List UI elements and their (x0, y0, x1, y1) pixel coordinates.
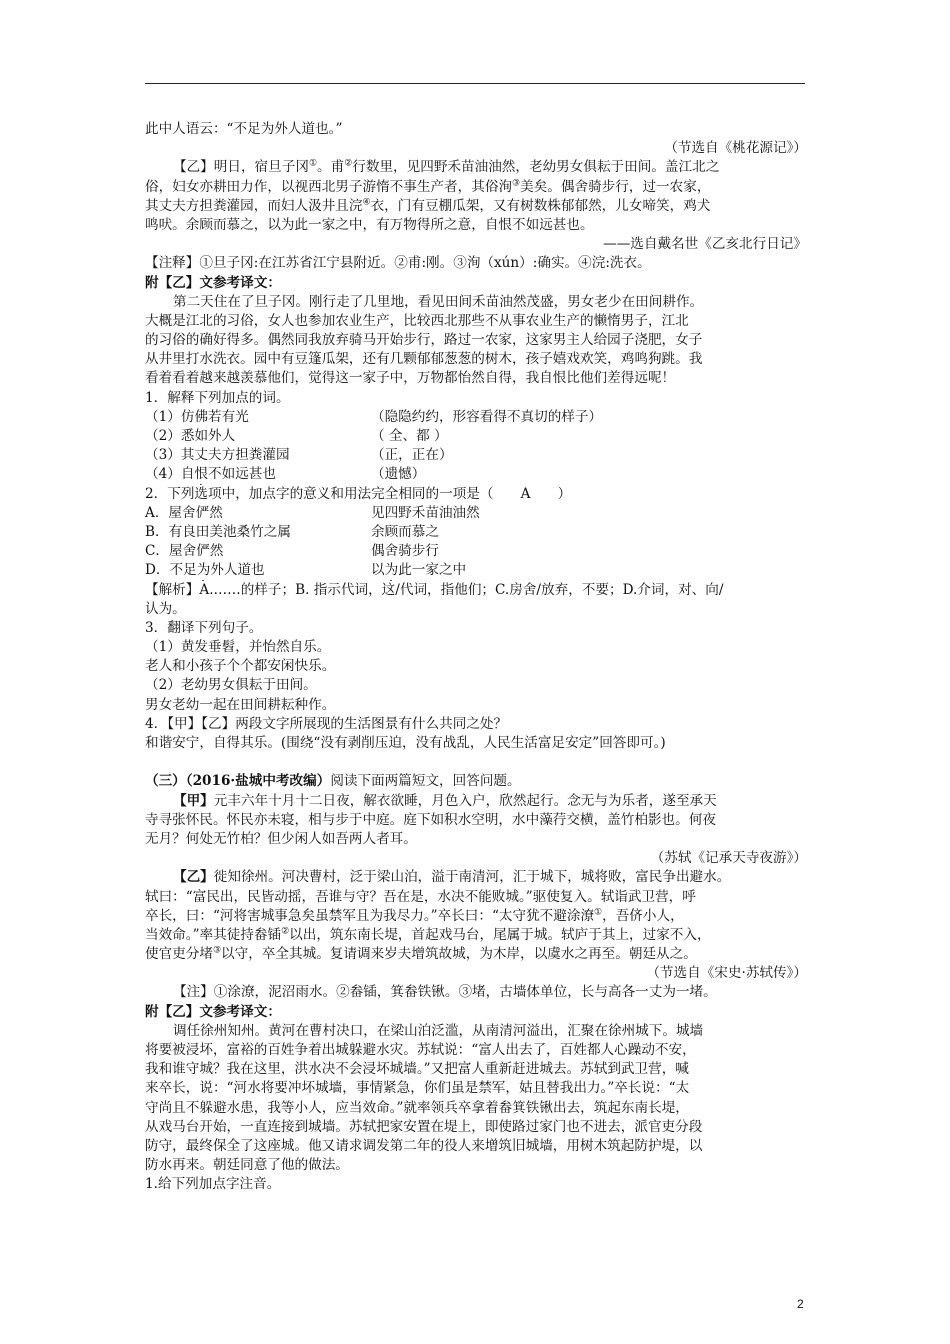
answer: 男女老幼一起在田间耕耘种作。 (145, 696, 336, 713)
answer: （ 全、都 ） (371, 428, 448, 444)
translation-line: 大概是江北的习俗，女人也参加农业生产，比较西北那些不从事农业生产的懒惰男子，江北 (145, 312, 689, 329)
translation-heading: 附【乙】文参考译文： (145, 274, 281, 291)
translation-line: 守尚且不躲避水患，我等小人，应当效命。”就率领兵卒拿着畚箕铁锹出去，筑起东南长堤， (145, 1099, 689, 1116)
answer: （遗憾） (371, 466, 426, 483)
footnote-mark: ② (344, 158, 353, 169)
passage-line: 【乙】徙知徐州。河决曹村，泛于梁山泊，溢于南清河，汇于城下，城将败，富民争出避水。 (173, 869, 731, 886)
passage-line: 使官吏分堵③以守，卒全其城。复请调来岁夫增筑故城，为木岸，以虞水之再至。朝廷从之。 (145, 945, 697, 963)
answer: （正，正在） (371, 447, 453, 464)
translation-heading: 附【乙】文参考译文： (145, 1003, 281, 1020)
section-title: （三）（2016·盐城中考改编）阅读下面两篇短文，回答问题。 (145, 773, 521, 790)
passage-line: 鸣吠。余顾而慕之，以为此一家之中，有万物得所之意，自恨不如远甚也。 (145, 216, 594, 233)
passage-line: 【甲】元丰六年十月十二日夜，解衣欲睡，月色入户，欣然起行。念无与为乐者，遂至承天 (173, 792, 717, 809)
source-note: （节选自《宋史·苏轼传》） (646, 965, 807, 982)
question-item: （2）老幼男女俱耘于田间。 (145, 677, 317, 694)
question-item: （1）黄发垂髫，并怡然自乐。 (145, 639, 331, 656)
option-c: C．屋舍俨然 偶舍骑步行 (145, 543, 439, 560)
annotation-line: 【注】①涂潦，泥沼雨水。②畚锸，箕畚铁锹。③堵，古墙体单位，长与高各一丈为一堵。 (173, 984, 717, 1001)
translation-line: 防水再来。朝廷同意了他的做法。 (145, 1157, 349, 1174)
passage-line: 当效命。”率其徒持畚锸②以出，筑东南长堤，首起戏马台，尾属于城。轼庐于其上，过家不入， (145, 926, 711, 943)
translation-line: 从井里打水洗衣。园中有豆篷瓜架，还有几颗郁郁葱葱的树木，孩子嬉戏欢笑，鸡鸣狗跳。我 (145, 351, 703, 368)
translation-line: 第二天住在了旦子冈。刚行走了几里地，看见田间禾苗油然茂盛，男女老少在田间耕作。 (173, 293, 704, 310)
source-note: （节选自《桃花源记》） (664, 140, 807, 157)
question-item: （1）仿佛若有光 （隐隐约约，形容看得不真切的样子） (145, 408, 603, 425)
option-d: D．不足为外人道也 以为此一家之中 (145, 562, 467, 579)
question-2: 2．下列选项中，加点字的意义和用法完全相同的一项是（ A ） (145, 485, 572, 502)
footnote-mark: ① (308, 158, 318, 169)
footnote-mark: ② (281, 926, 290, 937)
question-item: （4）自恨不如远甚也 （遗憾） (145, 466, 426, 483)
question-item: （3）其丈夫方担粪灌园 （正，正在） (145, 447, 453, 464)
translation-line: 来卒长，说：“河水将要冲坏城墙，事情紧急，你们虽是禁军，姑且替我出力。”卒长说：“太 (145, 1080, 690, 1097)
annotation-line: 【注释】①旦子冈:在江苏省江宁县附近。②甫:刚。③洵（xún）:确实。④浣:洗衣。 (145, 255, 651, 272)
header-rule (145, 83, 805, 84)
answer: 老人和小孩子个个都安闲快乐。 (145, 658, 336, 675)
option-b: B．有良田美池桑竹之属 余顾而慕之 (145, 523, 439, 540)
translation-line: 的习俗的确好得多。偶然同我放弃骑马开始步行，路过一农家，这家男主人给园子浇肥，女子 (145, 332, 703, 349)
passage-line: 轼曰：“富民出，民皆动摇，吾谁与守？吾在是，水决不能败城。”驱使复入。轼诣武卫营，呼 (145, 888, 696, 905)
passage-line: 其丈夫方担粪灌园，而妇人汲井且浣④衣，门有豆棚瓜架，又有树数株郁郁然，儿女啼笑，鸡犬 (145, 197, 711, 214)
footnote-mark: ① (594, 907, 603, 918)
translation-line: 调任徐州知州。黄河在曹村决口，在梁山泊泛滥，从南清河溢出，汇聚在徐州城下。城墙 (173, 1022, 704, 1039)
question-3: 3．翻译下列句子。 (145, 619, 263, 636)
passage-line: 俗，妇女亦耕田力作，以视西北男子游惰不事生产者，其俗洵③美矣。偶舍骑步行，过一农家， (145, 178, 711, 195)
translation-line: 我和谁守城？我在这里，洪水决不会浸坏城墙。”又把富人重新赶进城去。苏轼到武卫营，喊 (145, 1061, 689, 1078)
source-note: ——选自戴名世《乙亥北行日记》 (603, 236, 807, 253)
passage-line: 此中人语云：“不足为外人道也。” (145, 121, 343, 137)
translation-line: 从戏马台开始，一直连接到城墙。苏轼把家安置在堤上，即使路过家门也不进去，派官吏分段 (145, 1118, 703, 1135)
question-item: （2）悉如外人 （ 全、都 ） (145, 428, 448, 444)
translation-line: 防守，最终保全了这座城。他又请求调发第二年的役人来增筑旧城墙，用树木筑起防护堤，以 (145, 1137, 703, 1154)
passage-line: 卒长，曰：“河将害城事急矣虽禁军且为我尽力。”卒长曰：“太守犹不避涂潦①，吾侪小人， (145, 907, 684, 924)
passage-line: 【乙】明日，宿旦子冈①。甫②行数里，见四野禾苗油油然，老幼男女俱耘于田间。盖江北之 (173, 158, 720, 176)
translation-line: 将要被浸坏，富裕的百姓争着出城躲避水灾。苏轼说：“富人出去了，百姓都人心躁动不安， (145, 1042, 696, 1058)
question-1: 1．解释下列加点的词。 (145, 389, 290, 406)
analysis-line: 【解析】A.……的样子；B. 指示代词，这/代词，指他们；C.房舍/放弃，不要；D.介词，对、向/ (145, 581, 724, 598)
analysis-line: 认为。 (145, 600, 186, 617)
footnote-mark: ③ (512, 178, 521, 189)
page-number: 2 (797, 1297, 804, 1311)
answer: 和谐安宁，自得其乐。(围绕“没有剥削压迫，没有战乱，人民生活富足安定”回答即可。) (145, 735, 666, 751)
footnote-mark: ④ (362, 197, 371, 208)
translation-line: 看着看着越来越羡慕他们，觉得这一家子中，万物都怡然自得，我自恨比他们差得远呢！ (145, 370, 676, 387)
question-4: 4．【甲】【乙】两段文字所展现的生活图景有什么共同之处？ (145, 715, 508, 732)
answer: （隐隐约约，形容看得不真切的样子） (371, 408, 603, 425)
option-a: A．屋舍俨然 见四野禾苗油油然 (145, 504, 480, 521)
document-body (145, 120, 807, 1195)
passage-line: 寺寻张怀民。怀民亦未寝，相与步于中庭。庭下如积水空明，水中藻荇交横，盖竹柏影也。何夜 (145, 811, 716, 828)
source-note: （苏轼《记承天寺夜游》） (650, 850, 807, 867)
passage-line: 无月？何处无竹柏？但少闲人如吾两人者耳。 (145, 830, 417, 847)
question-1: 1.给下列加点字注音。 (145, 1176, 281, 1193)
footnote-mark: ③ (212, 945, 222, 956)
